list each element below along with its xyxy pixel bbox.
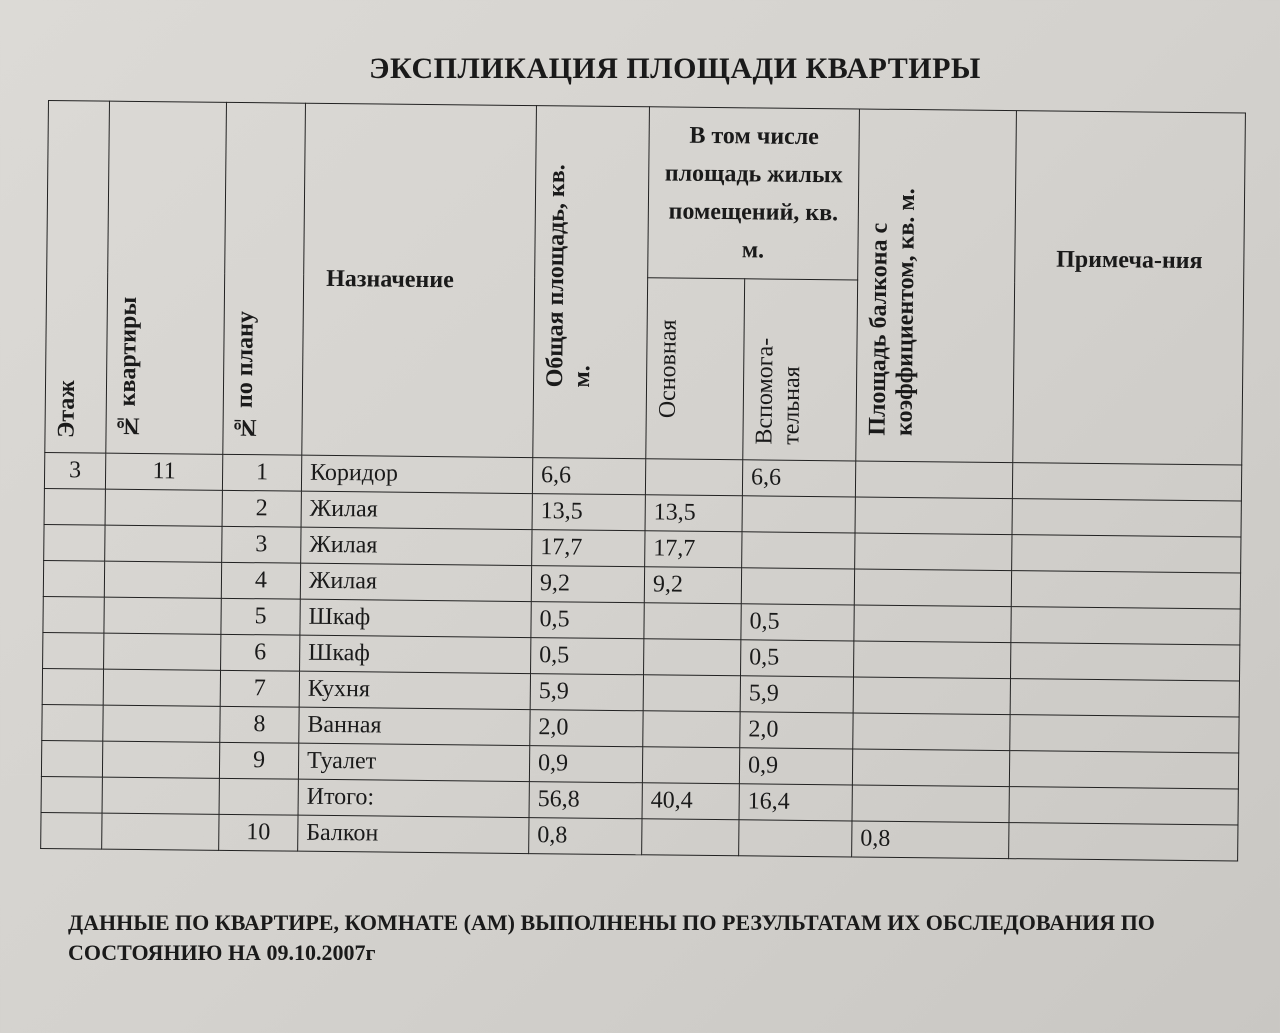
header-notes: Примеча-ния: [1013, 111, 1246, 465]
cell-total: 0,9: [529, 746, 642, 783]
cell-purpose: Кухня: [299, 671, 530, 709]
cell-aux: 6,6: [742, 460, 855, 497]
header-auxiliary: Вспомога-тельная: [743, 279, 858, 461]
cell-balcony: [854, 569, 1011, 607]
cell-no: 10: [219, 814, 298, 851]
cell-no: 3: [222, 526, 301, 563]
cell-notes: [1010, 643, 1239, 681]
cell-main: 13,5: [645, 495, 742, 532]
cell-aux: 5,9: [740, 676, 853, 713]
cell-no: 2: [222, 490, 301, 527]
cell-aux: 0,5: [741, 640, 854, 677]
cell-main: 40,4: [642, 783, 739, 820]
cell-aux: 2,0: [740, 712, 853, 749]
cell-balcony: [853, 677, 1010, 715]
cell-balcony: [854, 641, 1011, 679]
cell-main: 17,7: [645, 531, 742, 568]
cell-aux: 0,9: [739, 748, 852, 785]
cell-balcony: [852, 785, 1009, 823]
cell-notes: [1009, 751, 1238, 789]
cell-total: 0,5: [531, 638, 644, 675]
cell-main: [643, 675, 740, 712]
cell-aux: 0,5: [741, 604, 854, 641]
cell-floor: [43, 560, 104, 597]
cell-purpose: Жилая: [301, 527, 532, 565]
area-explication-table: [40, 100, 1246, 862]
cell-balcony: [854, 605, 1011, 643]
cell-floor: [44, 524, 105, 561]
footer-note: ДАННЫЕ ПО КВАРТИРЕ, КОМНАТЕ (АМ) ВЫПОЛНЕНЫ ПО РЕЗУЛЬТАТАМ ИХ ОБСЛЕДОВАНИЯ ПО СОСТОЯНИЮ НА 09.10.2007г: [68, 910, 1155, 965]
cell-apartment: [105, 525, 222, 562]
cell-purpose: Жилая: [301, 491, 532, 529]
cell-aux: [741, 568, 854, 605]
cell-aux: [742, 532, 855, 569]
cell-purpose: Итого:: [298, 779, 529, 817]
cell-aux: [742, 496, 855, 533]
cell-notes: [1011, 571, 1240, 609]
cell-apartment: [102, 777, 219, 814]
cell-main: [644, 603, 741, 640]
header-plan-no: № по плану: [223, 102, 306, 455]
cell-purpose: Шкаф: [300, 635, 531, 673]
cell-no: 4: [221, 562, 300, 599]
cell-balcony: [855, 461, 1012, 499]
cell-total: 2,0: [530, 710, 643, 747]
cell-purpose: Ванная: [299, 707, 530, 745]
cell-apartment: [102, 813, 219, 850]
cell-balcony: 0,8: [852, 821, 1009, 859]
cell-no: 8: [220, 706, 299, 743]
cell-total: 9,2: [531, 566, 644, 603]
header-balcony: Площадь балкона с коэффициентом, кв. м.: [856, 109, 1017, 463]
cell-balcony: [855, 533, 1012, 571]
cell-floor: [41, 812, 102, 849]
cell-total: 13,5: [532, 494, 645, 531]
cell-balcony: [852, 749, 1009, 787]
header-living-area: В том числе площадь жилых помещений, кв. м.: [648, 107, 860, 280]
cell-apartment: [104, 597, 221, 634]
cell-floor: [43, 632, 104, 669]
cell-total: 17,7: [532, 530, 645, 567]
cell-no: 7: [220, 670, 299, 707]
header-main: Основная: [646, 278, 745, 460]
cell-purpose: Коридор: [301, 455, 532, 493]
header-total-area: Общая площадь, кв. м.: [533, 106, 650, 459]
cell-balcony: [853, 713, 1010, 751]
cell-notes: [1012, 535, 1241, 573]
cell-main: [644, 639, 741, 676]
cell-purpose: Жилая: [300, 563, 531, 601]
cell-total: 5,9: [530, 674, 643, 711]
cell-main: [642, 819, 739, 856]
cell-notes: [1012, 463, 1241, 501]
cell-main: [643, 711, 740, 748]
document-title: ЭКСПЛИКАЦИЯ ПЛОЩАДИ КВАРТИРЫ: [369, 52, 981, 85]
cell-floor: [41, 740, 102, 777]
cell-apartment: [104, 633, 221, 670]
cell-main: [642, 747, 739, 784]
cell-apartment: [103, 705, 220, 742]
cell-floor: [41, 776, 102, 813]
cell-floor: [42, 704, 103, 741]
cell-apartment: 11: [105, 453, 222, 490]
cell-total: 0,8: [529, 818, 642, 855]
cell-apartment: [102, 741, 219, 778]
header-floor: Этаж: [45, 101, 110, 454]
cell-total: 6,6: [532, 458, 645, 495]
cell-aux: [739, 820, 852, 857]
cell-total: 56,8: [529, 782, 642, 819]
header-apartment: № квартиры: [106, 101, 227, 454]
cell-floor: [42, 668, 103, 705]
cell-notes: [1011, 607, 1240, 645]
cell-purpose: Балкон: [298, 815, 529, 853]
cell-apartment: [104, 561, 221, 598]
cell-notes: [1009, 823, 1238, 861]
cell-main: [645, 459, 742, 496]
cell-balcony: [855, 497, 1012, 535]
cell-notes: [1012, 499, 1241, 537]
cell-purpose: Шкаф: [300, 599, 531, 637]
cell-notes: [1010, 715, 1239, 753]
cell-no: 6: [221, 634, 300, 671]
cell-notes: [1009, 787, 1238, 825]
cell-apartment: [103, 669, 220, 706]
cell-no: [219, 778, 298, 815]
header-purpose: Назначение: [302, 103, 537, 457]
cell-no: 5: [221, 598, 300, 635]
cell-main: 9,2: [644, 567, 741, 604]
cell-notes: [1010, 679, 1239, 717]
cell-floor: [44, 488, 105, 525]
cell-no: 1: [222, 454, 301, 491]
cell-no: 9: [219, 742, 298, 779]
cell-total: 0,5: [531, 602, 644, 639]
cell-purpose: Туалет: [298, 743, 529, 781]
cell-floor: 3: [44, 452, 105, 489]
cell-floor: [43, 596, 104, 633]
cell-aux: 16,4: [739, 784, 852, 821]
cell-apartment: [105, 489, 222, 526]
